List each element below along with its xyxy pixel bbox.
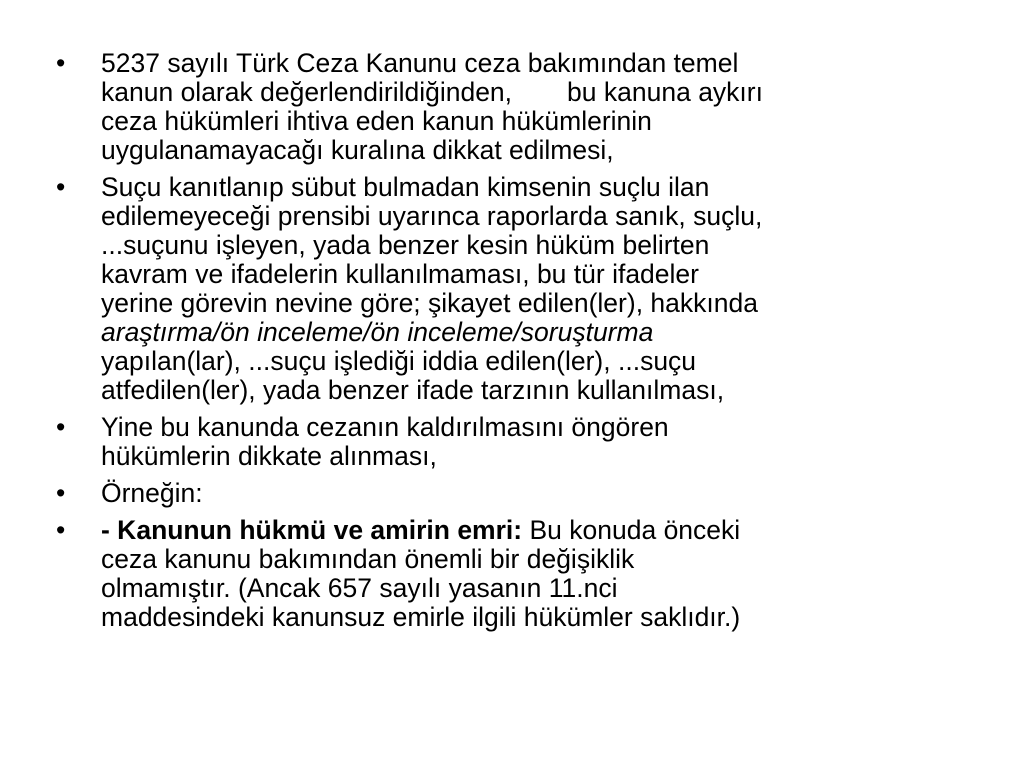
bullet-marker: • [56,478,66,508]
bullet-text-line: Yine bu kanunda cezanın kaldırılmasını öngören [101,412,669,442]
bullet-text-line: 5237 sayılı Türk Ceza Kanunu ceza bakımından temel [101,48,739,78]
bullet-marker: • [56,172,66,202]
bullet-text-line: Örneğin: [101,478,203,508]
bullet-item-example [56,479,976,508]
bullet-text-line: yerine görevin nevine göre; şikayet edilen(ler), hakkında [101,288,758,318]
bullet-text-line: hükümlerin dikkate alınması, [101,441,437,471]
bullet-text-line: olmamıştır. (Ancak 657 sayılı yasanın 11.nci [101,573,618,603]
bullet-item-penalty-removal [56,413,976,471]
bullet-text-line: ...suçunu işleyen, yada benzer kesin hüküm belirten [101,230,710,260]
bullet-text-line [101,516,976,545]
bullet-text-line: yapılan(lar), ...suçu işlediği iddia edilen(ler), ...suçu [101,346,697,376]
bullet-item-innocence-principle [56,173,976,405]
bullet-item-order-of-law [56,516,976,632]
bullet-text-line-italic: araştırma/ön inceleme/ön inceleme/soruşturma [101,317,654,347]
bullet-text-line: maddesindeki kanunsuz emirle ilgili hükümler saklıdır.) [101,602,741,632]
bullet-item-tck-5237 [56,49,976,165]
bullet-text-line: edilemeyeceği prensibi uyarınca raporlarda sanık, suçlu, [101,201,763,231]
bullet-marker: • [56,515,66,545]
bullet-text-fragment: bu kanuna aykırı [567,77,763,107]
bullet-text-fragment: kanun olarak değerlendirildiğinden, [101,77,513,107]
bullet-text-line: uygulanamayacağı kuralına dikkat edilmesi, [101,135,614,165]
bullet-marker: • [56,48,66,78]
bullet-text-line: atfedilen(ler), yada benzer ifade tarzının kullanılması, [101,375,725,405]
bullet-text-fragment: Bu konuda önceki [522,515,741,545]
bullet-text-line: ceza kanunu bakımından önemli bir değişiklik [101,544,635,574]
bullet-list [56,49,976,640]
bullet-text-line: Suçu kanıtlanıp sübut bulmadan kimsenin suçlu ilan [101,172,710,202]
bullet-text-line: ceza hükümleri ihtiva eden kanun hükümlerinin [101,106,652,136]
bold-heading: - Kanunun hükmü ve amirin emri: [101,515,523,545]
bullet-text-line [101,78,976,107]
bullet-text-line: kavram ve ifadelerin kullanılmaması, bu tür ifadeler [101,259,699,289]
bullet-marker: • [56,412,66,442]
